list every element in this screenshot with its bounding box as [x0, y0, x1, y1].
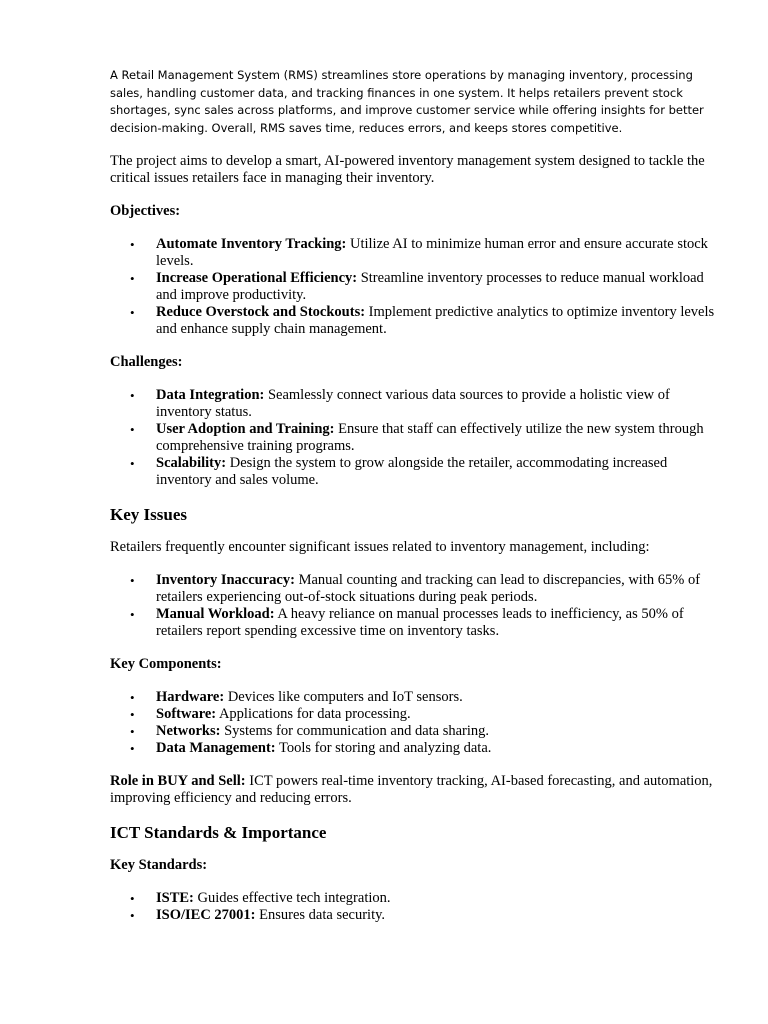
challenges-list — [110, 387, 720, 489]
list-item: • Hardware: Devices like computers and IoT sensors. — [130, 689, 463, 706]
role-term: Role in BUY and Sell: — [110, 773, 246, 790]
list-item: • Increase Operational Efficiency: Streamline inventory processes to reduce manual workload and improve productivity. — [130, 270, 704, 304]
bullet-icon: • — [130, 724, 135, 740]
bullet-icon: • — [130, 422, 135, 438]
key-standards-heading: Key Standards: — [110, 857, 208, 874]
list-item: • Inventory Inaccuracy: Manual counting and tracking can lead to discrepancies, with 65% of retailers experiencing out-of-stock situations during peak periods. — [130, 572, 701, 606]
bullet-icon: • — [130, 305, 135, 321]
project-aim-paragraph: The project aims to develop a smart, AI-powered inventory management system designed to tackle the critical issues retailers face in managing their inventory. — [110, 153, 705, 187]
objectives-list — [110, 236, 720, 338]
challenges-heading: Challenges: — [110, 354, 183, 371]
key-components-list — [110, 689, 720, 757]
key-issues-intro: Retailers frequently encounter significant issues related to inventory management, including: — [110, 539, 650, 556]
list-item: • Reduce Overstock and Stockouts: Implement predictive analytics to optimize inventory levels and enhance supply chain management. — [130, 304, 715, 338]
list-item: • ISTE: Guides effective tech integration. — [130, 890, 391, 907]
list-item: • Data Management: Tools for storing and analyzing data. — [130, 740, 492, 757]
bullet-icon: • — [130, 237, 135, 253]
bullet-icon: • — [130, 891, 135, 907]
list-item: • Automate Inventory Tracking: Utilize AI to minimize human error and ensure accurate stock levels. — [130, 236, 708, 270]
key-issues-list — [110, 572, 720, 640]
bullet-icon: • — [130, 573, 135, 589]
list-item: • ISO/IEC 27001: Ensures data security. — [130, 907, 386, 924]
bullet-icon: • — [130, 388, 135, 404]
list-item: • Manual Workload: A heavy reliance on manual processes leads to inefficiency, as 50% of retailers report spending excessive time on inventory tasks. — [130, 606, 684, 640]
objectives-heading: Objectives: — [110, 203, 181, 220]
key-standards-list — [110, 890, 720, 924]
role-text: ICT powers real-time inventory tracking, AI-based forecasting, and automation, improving efficiency and reducing errors. — [110, 773, 713, 807]
bullet-icon: • — [130, 690, 135, 706]
key-issues-heading: Key Issues — [110, 505, 187, 525]
bullet-icon: • — [130, 456, 135, 472]
list-item: • Scalability: Design the system to grow alongside the retailer, accommodating increased inventory and sales volume. — [130, 455, 668, 489]
list-item: • Data Integration: Seamlessly connect various data sources to provide a holistic view of inventory status. — [130, 387, 670, 421]
list-item: • Networks: Systems for communication and data sharing. — [130, 723, 490, 740]
document-page — [110, 67, 720, 940]
bullet-icon: • — [130, 908, 135, 924]
list-item: • Software: Applications for data processing. — [130, 706, 411, 723]
ict-standards-heading: ICT Standards & Importance — [110, 823, 327, 843]
bullet-icon: • — [130, 707, 135, 723]
bullet-icon: • — [130, 271, 135, 287]
key-components-heading: Key Components: — [110, 656, 222, 673]
bullet-icon: • — [130, 607, 135, 623]
intro-paragraph: A Retail Management System (RMS) streamlines store operations by managing inventory, processing sales, handling customer data, and tracking finances in one system. It helps retailers prevent stock shortages, sync sales across platforms, and improve customer service while offering insights for better decision-making. Overall, RMS saves time, reduces errors, and keeps stores competitive. — [110, 68, 704, 135]
role-paragraph — [110, 773, 720, 807]
list-item: • User Adoption and Training: Ensure that staff can effectively utilize the new system through comprehensive training programs. — [130, 421, 704, 455]
bullet-icon: • — [130, 741, 135, 757]
